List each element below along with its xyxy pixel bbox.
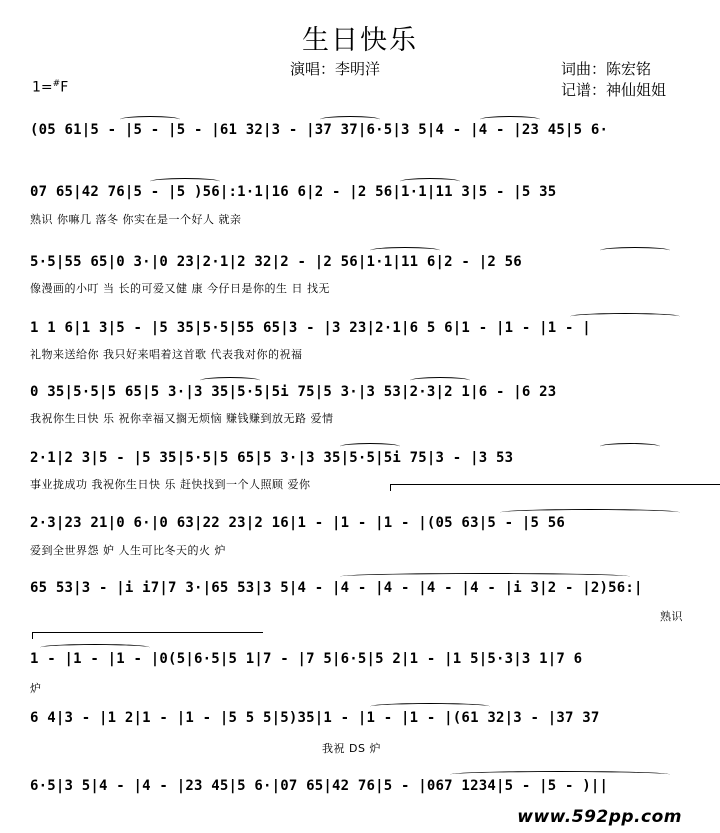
volta-bracket-2	[32, 632, 263, 639]
slur-arc	[400, 178, 460, 185]
score-line-2: 07 65|42 76|5 - |5 )56|:1·1|16 6|2 - |2 56|1·1|11 3|5 - |5 35	[30, 184, 557, 200]
slur-arc	[340, 443, 400, 450]
slur-arc	[410, 377, 470, 384]
key-note: F	[60, 79, 69, 96]
slur-arc	[480, 116, 540, 123]
score-line-6: 2·1|2 3|5 - |5 35|5·5|5 65|5 3·|3 35|5·5|5i 75|3 - |3 53	[30, 450, 514, 466]
slur-arc	[150, 178, 220, 185]
slur-arc	[500, 509, 680, 516]
lyric-line-9: 炉	[30, 682, 42, 695]
song-title: 生日快乐	[302, 25, 418, 56]
slur-arc	[320, 116, 380, 123]
volta-bracket-1	[390, 484, 720, 491]
lyric-line-4: 礼物来送给你 我只好来唱着这首歌 代表我对你的祝福	[30, 348, 303, 361]
score-line-5: 0 35|5·5|5 65|5 3·|3 35|5·5|5i 75|5 3·|3 53|2·3|2 1|6 - |6 23	[30, 384, 557, 400]
lyric-line-7: 爱到全世界怨 妒 人生可比冬天的火 炉	[30, 544, 226, 557]
slur-arc	[600, 247, 670, 254]
slur-arc	[120, 116, 180, 123]
score-line-11: 6·5|3 5|4 - |4 - |23 45|5 6·|07 65|42 76|5 - |067 1234|5 - |5 - )||	[30, 778, 609, 794]
slur-arc	[40, 644, 150, 651]
singer-credit: 演唱：李明洋	[290, 60, 381, 78]
slur-arc	[370, 703, 490, 710]
lyric-line-3: 像漫画的小叮 当 长的可爱又健 康 今仔日是你的生 日 找无	[30, 282, 330, 295]
score-line-4: 1 1 6|1 3|5 - |5 35|5·5|55 65|3 - |3 23|2·1|6 5 6|1 - |1 - |1 - |	[30, 320, 591, 336]
composer-credit: 词曲：陈宏铭	[561, 60, 652, 78]
slur-arc	[450, 771, 670, 778]
score-line-3: 5·5|55 65|0 3·|0 23|2·1|2 32|2 - |2 56|1·1|11 6|2 - |2 56	[30, 254, 522, 270]
key-signature	[32, 79, 68, 96]
slur-arc	[340, 573, 630, 580]
score-line-9: 1 - |1 - |1 - |0(5|6·5|5 1|7 - |7 5|6·5|5 2|1 - |1 5|5·3|3 1|7 6	[30, 651, 583, 667]
slur-arc	[570, 313, 680, 320]
slur-arc	[370, 247, 440, 254]
slur-arc	[600, 443, 660, 450]
key-prefix: 1=	[32, 79, 53, 96]
score-line-1: (05 61|5 - |5 - |5 - |61 32|3 - |37 37|6·5|3 5|4 - |4 - |23 45|5 6·	[30, 122, 609, 138]
site-watermark: www.592pp.com	[517, 807, 682, 827]
lyric-line-10: 我祝 DS 炉	[322, 742, 381, 755]
lyric-line-6: 事业拢成功 我祝你生日快 乐 赶快找到一个人照顾 爱你	[30, 478, 311, 491]
lyric-line-8: 熟识	[660, 610, 683, 623]
lyric-line-5: 我祝你生日快 乐 祝你幸福又搁无烦恼 赚钱赚到放无路 爱情	[30, 412, 334, 425]
transcriber-credit: 记谱：神仙姐姐	[561, 81, 667, 99]
key-sharp: #	[52, 79, 61, 89]
score-line-10: 6 4|3 - |1 2|1 - |1 - |5 5 5|5)35|1 - |1 - |1 - |(61 32|3 - |37 37	[30, 710, 600, 726]
lyric-line-2: 熟识 你嘛几 落冬 你实在是一个好人 就亲	[30, 213, 242, 226]
score-line-7: 2·3|23 21|0 6·|0 63|22 23|2 16|1 - |1 - |1 - |(05 63|5 - |5 56	[30, 515, 565, 531]
slur-arc	[200, 377, 260, 384]
score-line-8: 65 53|3 - |i i7|7 3·|65 53|3 5|4 - |4 - |4 - |4 - |4 - |i 3|2 - |2)56:|	[30, 580, 643, 596]
